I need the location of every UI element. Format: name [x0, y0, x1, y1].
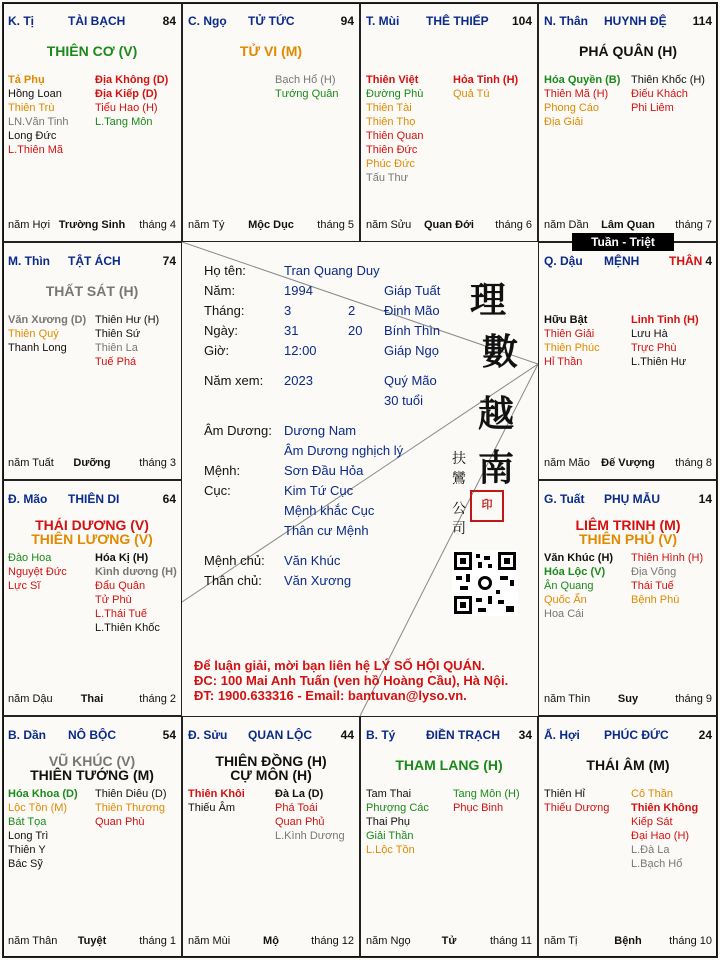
star-item: Linh Tinh (H) [631, 314, 699, 326]
branch-label: Đ. Mão [8, 492, 48, 506]
star-item: Bệnh Phù [631, 594, 680, 606]
cycle-year: năm Hợi [8, 219, 51, 231]
star-item: Tướng Quân [275, 88, 339, 100]
than-cu-note: Thân cư Mệnh [284, 523, 369, 538]
palace-header [188, 728, 354, 742]
star-item: Tiểu Hao (H) [95, 102, 158, 114]
star-item: Nguyệt Đức [8, 566, 67, 578]
calligraphy-char-2: 數 [482, 331, 519, 373]
star-item: Bạch Hổ (H) [275, 74, 336, 86]
contact-block[interactable] [194, 658, 508, 703]
minor-stars-right [95, 313, 159, 369]
branch-label: Đ. Sửu [188, 728, 228, 742]
cycle-month: tháng 11 [489, 935, 532, 947]
cuc-note: Mệnh khắc Cục [284, 503, 375, 518]
palace-name: ĐIỀN TRẠCH [426, 728, 500, 742]
day-solar: 20 [348, 323, 363, 338]
star-item: L.Kình Dương [275, 830, 345, 842]
star-item: Địa Giải [544, 116, 584, 128]
palace-name: THIÊN DI [68, 492, 120, 506]
cycle-month: tháng 10 [669, 935, 712, 947]
star-item: Thiên Trù [8, 102, 55, 114]
star-item: Hỏa Tinh (H) [453, 74, 519, 86]
cycle-month: tháng 6 [495, 219, 532, 231]
star-item: Điếu Khách [631, 88, 688, 100]
small-calli-2: 鸞 [452, 471, 466, 487]
minor-stars-right [95, 787, 167, 829]
star-item: Thiên Giải [544, 328, 595, 340]
palace-name: THÊ THIẾP [426, 14, 489, 28]
qr-code-icon[interactable] [452, 550, 518, 616]
seal-glyph: 印 [481, 499, 493, 511]
palace-header [8, 728, 176, 742]
hour-value: 12:00 [284, 343, 317, 358]
palace-number: 34 [518, 728, 532, 742]
star-item: Kình dương (H) [95, 566, 177, 578]
palace-footer [544, 457, 712, 471]
star-item: Thiên Phúc [544, 342, 600, 354]
star-item: Thiên Thọ [366, 116, 416, 128]
palace-footer [8, 457, 176, 471]
star-item: Lực Sĩ [8, 580, 41, 592]
year-value: 1994 [284, 283, 313, 298]
star-item: Phượng Các [366, 802, 429, 814]
minor-stars-right [631, 313, 699, 369]
star-item: Đường Phù [366, 88, 424, 100]
main-star: THAM LANG (H) [395, 757, 503, 773]
cycle-month: tháng 2 [139, 693, 176, 705]
main-star: THIÊN LƯƠNG (V) [31, 531, 153, 547]
star-item: Địa Không (D) [95, 74, 169, 86]
palace-number: 64 [162, 492, 176, 506]
palace-cell-menh[interactable] [538, 242, 718, 480]
view-year-label: Năm xem: [204, 373, 264, 388]
star-item: Đại Hao (H) [631, 830, 690, 842]
palace-footer [366, 935, 532, 949]
am-duong-note: Âm Dương nghịch lý [284, 443, 404, 458]
cycle-year: năm Tý [188, 219, 225, 231]
star-item: Thiên Hư (H) [95, 314, 160, 326]
menh-chu-label: Mệnh chủ: [204, 553, 265, 568]
star-item: L.Lộc Tồn [366, 844, 415, 856]
palace-header [544, 728, 712, 742]
palace-header [544, 492, 712, 506]
palace-footer [544, 693, 712, 707]
palace-footer [544, 219, 712, 233]
cycle-month: tháng 3 [139, 457, 176, 469]
palace-footer [366, 219, 532, 233]
star-item: Thiên Khôi [188, 788, 245, 800]
day-canchi: Bính Thìn [384, 323, 441, 338]
branch-label: N. Thân [544, 14, 588, 28]
main-star: THÁI ÂM (M) [586, 757, 670, 773]
life-phase: Lâm Quan [601, 219, 655, 231]
am-duong-label: Âm Dương: [204, 423, 272, 438]
month-label: Tháng: [204, 303, 245, 318]
star-item: Tả Phụ [8, 74, 45, 86]
palace-number: 4 [705, 254, 712, 268]
year-canchi: Giáp Tuất [384, 283, 441, 298]
palace-header [8, 254, 176, 268]
palace-name: PHÚC ĐỨC [604, 728, 669, 742]
palace-name: PHỤ MẪU [604, 492, 660, 506]
minor-stars-left [544, 551, 613, 621]
month-solar: 2 [348, 303, 356, 318]
life-phase: Tử [441, 935, 457, 947]
am-duong-value: Dương Nam [284, 423, 357, 438]
body-palace-name: THÂN [669, 254, 703, 268]
star-item: Văn Khúc (H) [544, 552, 614, 564]
life-phase: Bệnh [614, 935, 642, 947]
life-phase: Trường Sinh [58, 219, 126, 231]
calligraphy-char-1: 理 [470, 279, 507, 321]
palace-cell-tat-ach[interactable] [2, 242, 182, 480]
branch-label: Q. Dậu [544, 254, 583, 268]
palace-header [544, 14, 712, 28]
star-item: Thiên Sứ [95, 328, 141, 340]
cycle-year: năm Tị [544, 935, 578, 947]
palace-number: 104 [511, 14, 532, 28]
star-item: Giải Thần [366, 830, 414, 842]
minor-stars-right [275, 787, 345, 843]
branch-label: Ấ. Hợi [544, 728, 580, 742]
cycle-month: tháng 7 [675, 219, 712, 231]
palace-cell-thien-di[interactable] [2, 480, 182, 716]
age-value: 30 tuổi [384, 393, 424, 408]
star-item: Quan Phủ [275, 816, 325, 828]
branch-label: B. Dần [8, 728, 47, 742]
palace-name: MỆNH [604, 254, 640, 268]
star-item: Thiếu Dương [544, 802, 610, 814]
palace-cell-the-thiep[interactable] [360, 2, 538, 242]
star-item: Quan Phù [95, 816, 145, 828]
branch-label: M. Thìn [8, 254, 50, 268]
star-item: Phi Liêm [631, 102, 674, 114]
palace-number: 94 [340, 14, 354, 28]
star-item: Ân Quang [544, 580, 594, 592]
star-item: Hữu Bật [544, 314, 588, 326]
main-star: TỬ VI (M) [239, 43, 303, 59]
star-item: Thiên Quan [366, 130, 424, 142]
minor-stars-left [8, 787, 78, 871]
star-item: L.Tang Môn [95, 116, 153, 128]
branch-label: G. Tuất [544, 492, 585, 506]
than-chu-value: Văn Xương [284, 573, 352, 588]
menh-label: Mệnh: [204, 463, 241, 478]
star-item: Thai Phụ [366, 816, 411, 828]
star-item: L.Thiên Mã [8, 144, 64, 156]
name-value: Tran Quang Duy [284, 263, 380, 278]
calligraphy-char-3: 越 [478, 393, 515, 435]
life-phase: Dưỡng [73, 457, 111, 469]
cycle-year: năm Ngọ [366, 935, 411, 947]
contact-line-1: Để luận giải, mời bạn liên hệ LÝ SỐ HỘI QUÁN. [194, 658, 485, 673]
life-phase: Thai [80, 693, 104, 705]
star-item: Thiên Đức [366, 144, 418, 156]
palace-header [544, 254, 712, 268]
month-canchi: Đinh Mão [384, 303, 440, 318]
minor-stars-left [8, 551, 67, 593]
star-item: Thiên Khốc (H) [631, 74, 705, 86]
minor-stars-left [544, 313, 600, 369]
minor-stars-right [453, 787, 520, 815]
palace-name: QUAN LỘC [248, 728, 312, 742]
minor-stars-right [275, 73, 339, 101]
palace-number: 54 [162, 728, 176, 742]
cycle-year: năm Mùi [188, 935, 231, 947]
minor-stars-right [631, 787, 698, 871]
star-item: Tang Môn (H) [453, 788, 520, 800]
minor-stars-right [631, 73, 705, 115]
star-item: Hỉ Thần [544, 356, 583, 368]
star-item: Hóa Khoa (D) [8, 788, 78, 800]
menh-chu-value: Văn Khúc [284, 553, 341, 568]
red-seal-stamp [470, 490, 504, 522]
name-label: Họ tên: [204, 263, 246, 278]
star-item: Thanh Long [8, 342, 67, 354]
star-item: Tam Thai [366, 788, 412, 800]
star-item: Hóa Quyền (B) [544, 74, 621, 86]
star-item: Hóa Kị (H) [95, 552, 149, 564]
palace-footer [188, 935, 354, 949]
star-item: Phúc Đức [366, 158, 415, 170]
life-phase: Tuyệt [77, 935, 107, 947]
palace-cell-huynh-de[interactable] [538, 2, 718, 242]
star-item: Hóa Lộc (V) [544, 566, 606, 578]
minor-stars-right [453, 73, 518, 101]
cycle-year: năm Dậu [8, 693, 53, 705]
cuc-label: Cục: [204, 483, 231, 498]
palace-name: HUYNH ĐỆ [604, 14, 667, 28]
star-item: Đào Hoa [8, 552, 52, 564]
palace-footer [188, 219, 354, 233]
life-phase: Quan Đới [424, 219, 474, 231]
star-item: Hồng Loan [8, 88, 62, 100]
palace-number: 74 [162, 254, 176, 268]
palace-header [366, 728, 532, 742]
main-star: THIÊN TƯỚNG (M) [30, 767, 154, 783]
palace-name: TÀI BẠCH [68, 14, 126, 28]
palace-number: 114 [692, 14, 712, 28]
cycle-month: tháng 12 [311, 935, 354, 947]
cycle-month: tháng 5 [317, 219, 354, 231]
main-star: THIÊN ĐỒNG (H) [215, 753, 327, 769]
palace-header [366, 14, 532, 28]
star-item: Hoa Cái [544, 608, 584, 620]
day-label: Ngày: [204, 323, 238, 338]
star-item: Thiên Tài [366, 102, 412, 114]
month-lunar: 3 [284, 303, 292, 318]
star-item: L.Thái Tuế [95, 608, 147, 620]
palace-footer [8, 935, 176, 949]
star-item: Tấu Thư [366, 172, 409, 184]
star-item: L.Bạch Hổ [631, 858, 683, 870]
star-item: Lộc Tồn (M) [8, 802, 68, 814]
minor-stars-left [544, 787, 609, 815]
star-item: Bát Tọa [8, 816, 47, 828]
main-star: THẤT SÁT (H) [45, 283, 139, 299]
star-item: Kiếp Sát [631, 816, 673, 828]
star-item: Phá Toái [275, 802, 318, 814]
star-item: Thiên Diêu (D) [95, 788, 167, 800]
star-item: Thiên Việt [366, 74, 419, 86]
tuan-triet-badge: Tuần - Triệt [572, 233, 674, 251]
minor-stars-left [366, 73, 423, 185]
life-phase: Mộ [263, 935, 279, 947]
star-item: L.Đà La [631, 844, 670, 856]
palace-number: 44 [340, 728, 354, 742]
branch-label: B. Tý [366, 728, 396, 742]
palace-number: 84 [162, 14, 176, 28]
star-item: Tuế Phá [95, 356, 137, 368]
star-item: Thiên Hỉ [544, 788, 585, 800]
palace-footer [8, 693, 176, 707]
cycle-month: tháng 8 [675, 457, 712, 469]
life-phase: Đế Vượng [601, 457, 655, 469]
star-item: Thiên Không [631, 802, 699, 814]
small-calli-4: 司 [452, 521, 466, 537]
palace-name: TẬT ÁCH [68, 254, 121, 268]
minor-stars-left [366, 787, 429, 857]
star-item: Thiên Mã (H) [544, 88, 609, 100]
palace-footer [544, 935, 712, 949]
cycle-year: năm Mão [544, 457, 590, 469]
hour-label: Giờ: [204, 343, 230, 358]
day-lunar: 31 [284, 323, 299, 338]
main-star: THIÊN CƠ (V) [46, 43, 138, 59]
view-year-canchi: Quý Mão [384, 373, 437, 388]
palace-name: TỬ TỨC [248, 14, 295, 28]
minor-stars-left [8, 73, 69, 157]
menh-value: Sơn Đầu Hỏa [284, 463, 364, 478]
contact-line-3[interactable]: ĐT: 1900.633316 - Email: bantuvan@lyso.vn. [194, 688, 467, 703]
star-item: Địa Kiếp (D) [95, 88, 158, 100]
palace-footer [8, 219, 176, 233]
minor-stars-right [95, 551, 177, 635]
palace-cell-tu-tuc[interactable] [182, 2, 360, 242]
main-star: LIÊM TRINH (M) [575, 517, 681, 533]
palace-cell-phu-mau[interactable] [538, 480, 718, 716]
minor-stars-left [8, 313, 86, 355]
star-item: Văn Xương (D) [8, 314, 87, 326]
star-item: Đà La (D) [275, 788, 324, 800]
star-item: Phong Cáo [544, 102, 600, 114]
minor-stars-right [631, 551, 703, 607]
palace-cell-no-boc[interactable] [2, 716, 182, 958]
cycle-month: tháng 4 [139, 219, 176, 231]
star-item: Thiên La [95, 342, 138, 354]
star-item: Địa Võng [631, 566, 677, 578]
star-item: Đẩu Quân [95, 580, 146, 592]
palace-name: NÔ BỘC [68, 728, 116, 742]
star-item: Thiên Thương [95, 802, 166, 814]
palace-cell-dien-trach[interactable] [360, 716, 538, 958]
main-star: VŨ KHÚC (V) [48, 753, 136, 769]
palace-header [8, 492, 176, 506]
star-item: Phục Binh [453, 802, 504, 814]
calligraphy-char-4: 南 [478, 447, 515, 489]
star-item: Cô Thần [631, 788, 673, 800]
than-chu-label: Thân chủ: [204, 573, 262, 588]
palace-header [8, 14, 176, 28]
cycle-year: năm Sửu [366, 219, 412, 231]
star-item: Tử Phù [95, 594, 132, 606]
minor-stars-right [95, 73, 168, 129]
view-year-value: 2023 [284, 373, 313, 388]
year-label: Năm: [204, 283, 236, 298]
star-item: L.Thiên Hư [631, 356, 687, 368]
star-item: Thiên Y [8, 844, 46, 856]
main-star: THIÊN PHỦ (V) [579, 531, 677, 547]
star-item: Quả Tú [453, 88, 490, 100]
cycle-year: năm Dần [544, 219, 589, 231]
minor-stars-left [544, 73, 620, 129]
star-item: Thiếu Âm [188, 802, 236, 814]
main-star: CỰ MÔN (H) [230, 767, 312, 783]
minor-stars-left [188, 787, 245, 815]
star-item: Long Trì [8, 830, 49, 842]
cycle-month: tháng 9 [675, 693, 712, 705]
palace-cell-tai-bach[interactable] [2, 2, 182, 242]
hour-canchi: Giáp Ngọ [384, 343, 439, 358]
cycle-year: năm Tuất [8, 457, 54, 469]
palace-cell-quan-loc[interactable] [182, 716, 360, 958]
star-item: Long Đức [8, 130, 57, 142]
star-item: LN.Văn Tinh [8, 116, 69, 128]
life-phase: Suy [617, 693, 639, 705]
small-calli-1: 扶 [452, 451, 466, 467]
small-calli-3: 公 [452, 501, 466, 517]
palace-number: 24 [698, 728, 712, 742]
life-phase: Mộc Dục [248, 219, 294, 231]
branch-label: T. Mùi [366, 14, 400, 28]
cuc-value: Kim Tứ Cục [284, 483, 354, 498]
main-star: THÁI DƯƠNG (V) [35, 517, 149, 533]
star-item: Thiên Hình (H) [631, 552, 704, 564]
star-item: L.Thiên Khốc [95, 622, 160, 634]
cycle-year: năm Thân [8, 935, 58, 947]
palace-header [188, 14, 354, 28]
star-item: Lưu Hà [631, 328, 668, 340]
star-item: Quốc Ấn [544, 594, 587, 606]
center-info-panel [182, 242, 538, 716]
cycle-year: năm Thìn [544, 693, 591, 705]
cycle-month: tháng 1 [139, 935, 176, 947]
branch-label: K. Tị [8, 14, 34, 28]
main-star: PHÁ QUÂN (H) [579, 43, 677, 59]
palace-number: 14 [698, 492, 712, 506]
contact-line-2: ĐC: 100 Mai Anh Tuấn (ven hồ Hoàng Cầu), Hà Nội. [194, 673, 509, 688]
star-item: Bác Sỹ [8, 858, 43, 870]
star-item: Thiên Quý [8, 328, 59, 340]
palace-cell-phuc-duc[interactable] [538, 716, 718, 958]
star-item: Trực Phù [631, 342, 677, 354]
star-item: Thái Tuế [631, 580, 674, 592]
branch-label: C. Ngọ [188, 14, 227, 28]
